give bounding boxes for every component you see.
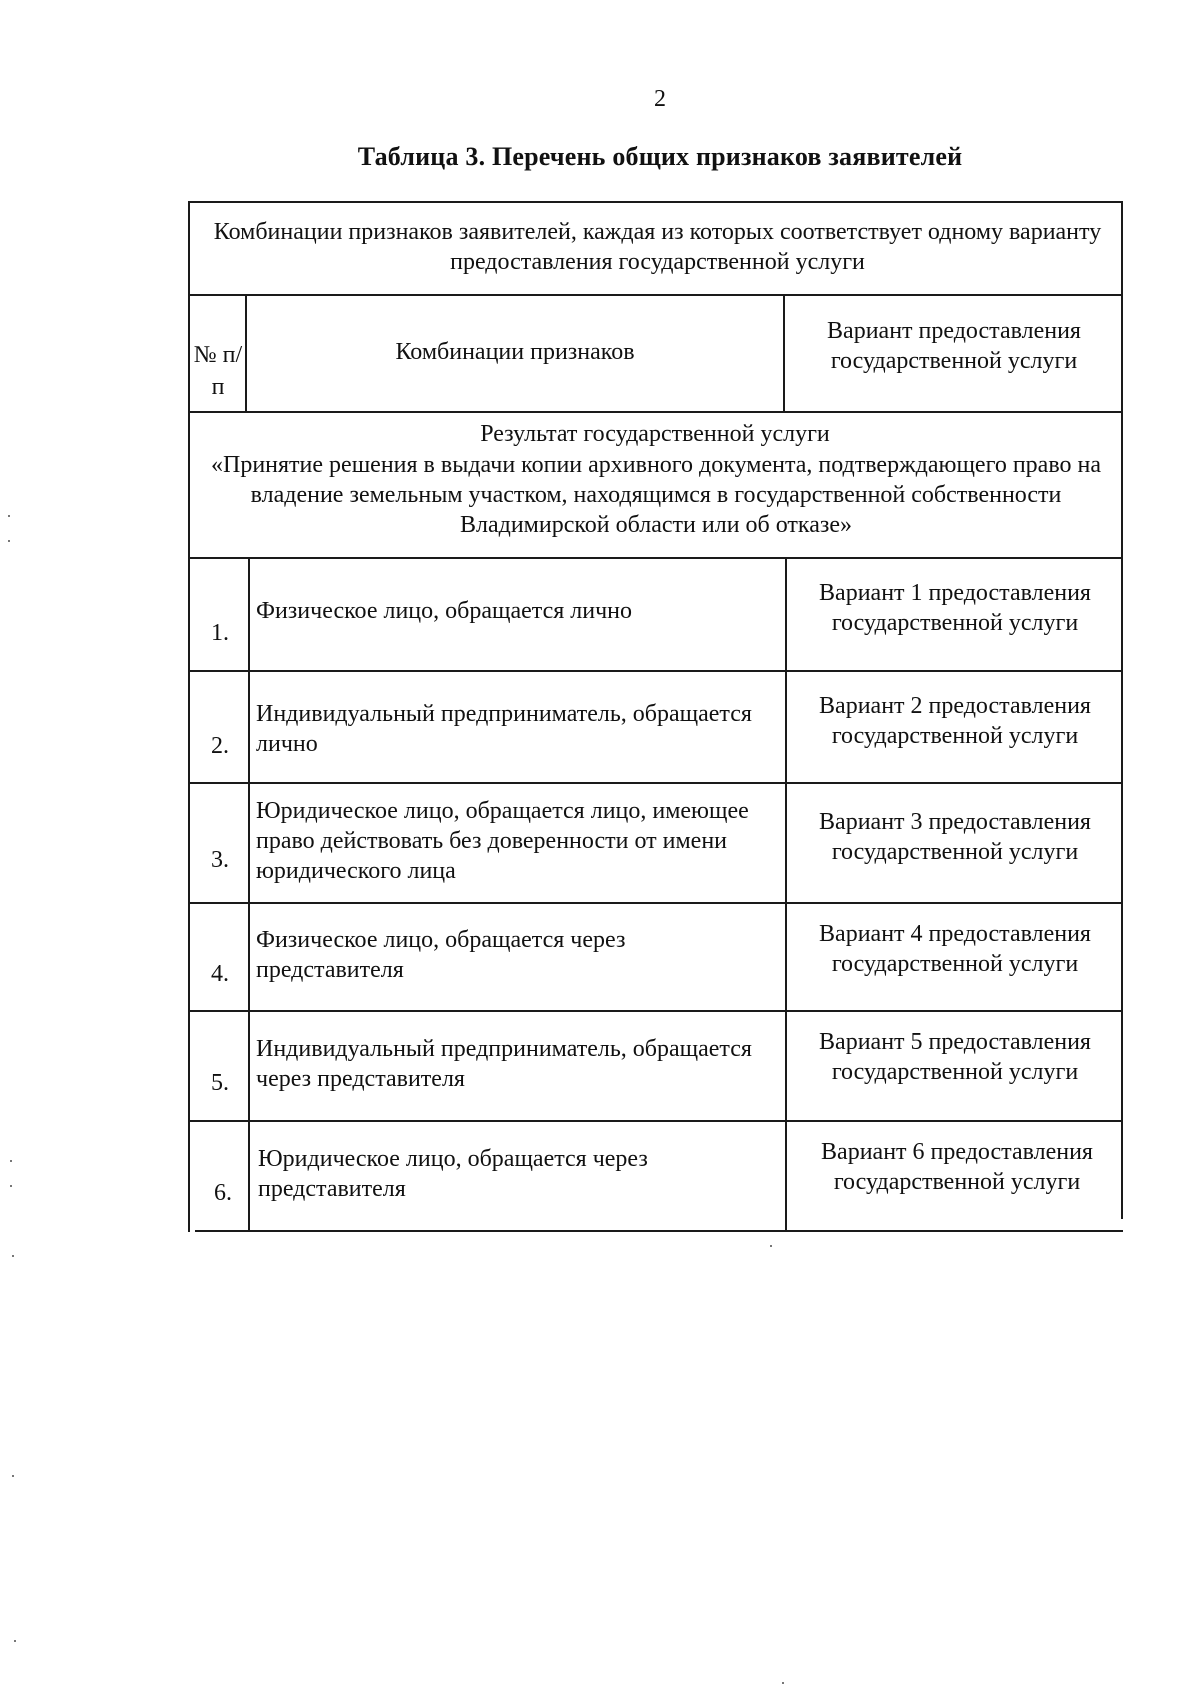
- column-header-variant: Вариант предоставления государственной услуги: [827, 318, 1081, 374]
- row-variant: Вариант 3 предоставления государственной услуги: [819, 809, 1091, 865]
- row-separator: [188, 782, 1123, 784]
- scan-artifact: [14, 1640, 16, 1642]
- row-combination: Индивидуальный предприниматель, обращается лично: [256, 701, 752, 757]
- scan-artifact: [12, 1255, 14, 1257]
- row-separator: [188, 557, 1123, 559]
- row-number: 4.: [211, 961, 229, 987]
- scan-artifact: [10, 1185, 12, 1187]
- row-combination: Индивидуальный предприниматель, обращается через представителя: [256, 1036, 752, 1092]
- table-border-left: [188, 203, 190, 1232]
- column-separator: [248, 558, 250, 1232]
- scan-artifact: [10, 1160, 12, 1162]
- scan-artifact: [8, 540, 10, 542]
- row-separator: [188, 670, 1123, 672]
- row-separator: [188, 294, 1123, 296]
- row-number: 5.: [211, 1070, 229, 1096]
- row-variant: Вариант 4 предоставления государственной услуги: [819, 921, 1091, 977]
- column-header-number: № п/п: [193, 342, 243, 400]
- row-number: 2.: [211, 733, 229, 759]
- row-number: 1.: [211, 620, 229, 646]
- row-combination: Физическое лицо, обращается лично: [256, 598, 633, 624]
- header-combinations-summary: Комбинации признаков заявителей, каждая из которых соответствует одному варианту предоставления государственной услуги: [213, 219, 1102, 275]
- row-combination: Юридическое лицо, обращается через представителя: [258, 1146, 648, 1202]
- row-number: 6.: [214, 1180, 232, 1206]
- table-border-right: [1121, 201, 1123, 1219]
- table-border-top: [188, 201, 1123, 203]
- scan-artifact: [12, 1475, 14, 1477]
- row-variant: Вариант 6 предоставления государственной услуги: [821, 1139, 1093, 1195]
- column-separator: [245, 295, 247, 412]
- row-combination: Физическое лицо, обращается через представителя: [256, 927, 626, 983]
- row-separator: [188, 1120, 1123, 1122]
- row-separator: [188, 902, 1123, 904]
- scan-artifact: [8, 515, 10, 517]
- table-title: Таблица 3. Перечень общих признаков заявителей: [357, 142, 963, 171]
- row-separator: [188, 411, 1123, 413]
- column-separator: [783, 295, 785, 412]
- result-label: Результат государственной услуги: [480, 421, 830, 447]
- row-variant: Вариант 1 предоставления государственной услуги: [819, 580, 1091, 636]
- result-text: «Принятие решения в выдачи копии архивного документа, подтверждающего право на владение земельным участком, находящимся в государственной собственности Владимирской области или об отказе»: [211, 452, 1101, 538]
- row-combination: Юридическое лицо, обращается лицо, имеющее право действовать без доверенности от имени юридического лица: [256, 798, 749, 884]
- row-variant: Вариант 5 предоставления государственной услуги: [819, 1029, 1091, 1085]
- scan-artifact: [782, 1682, 784, 1684]
- column-separator: [785, 558, 787, 1232]
- page-number: 2: [654, 86, 666, 112]
- scan-artifact: [770, 1245, 772, 1247]
- row-separator: [188, 1010, 1123, 1012]
- row-variant: Вариант 2 предоставления государственной услуги: [819, 693, 1091, 749]
- table-border-bottom: [195, 1230, 1123, 1232]
- row-number: 3.: [211, 847, 229, 873]
- column-header-combination: Комбинации признаков: [395, 339, 635, 365]
